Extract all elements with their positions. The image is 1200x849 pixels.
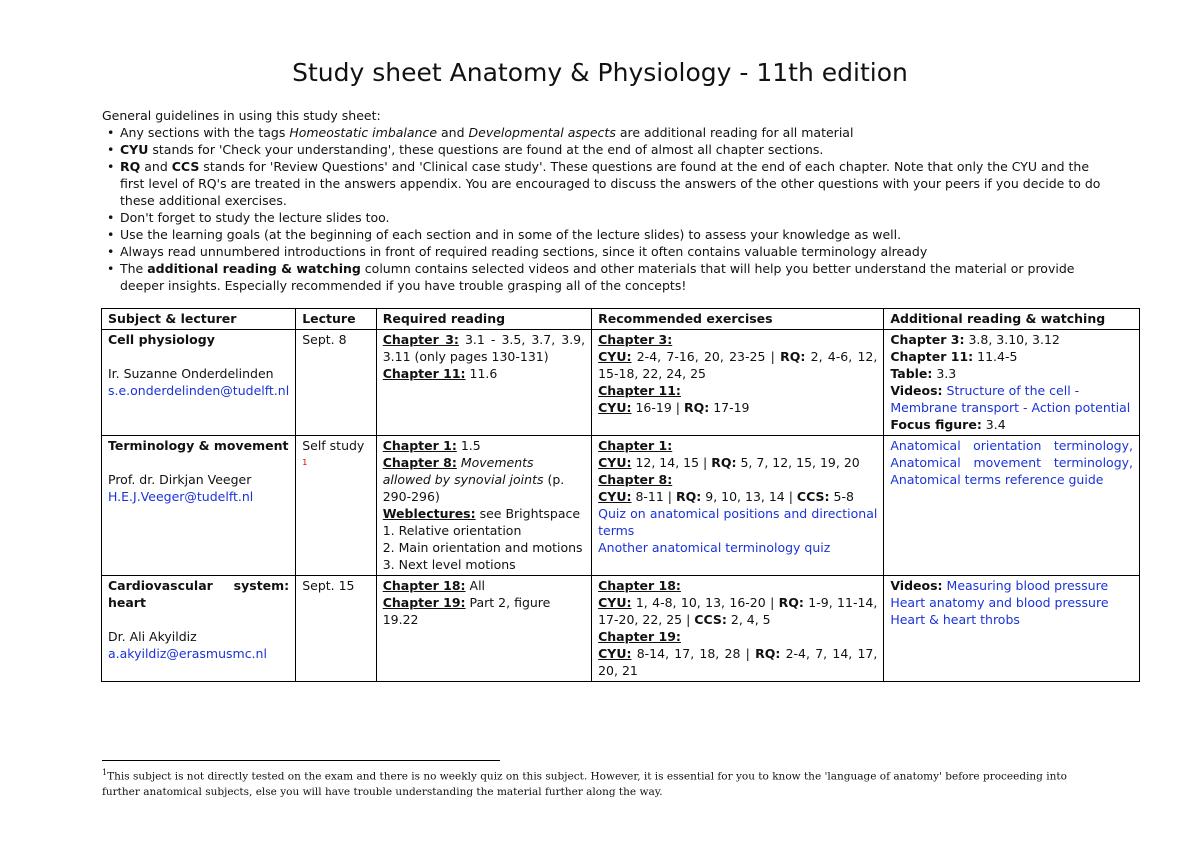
chapter-label: Chapter 3:: [598, 332, 673, 347]
required-cell: [376, 330, 591, 436]
text: 5, 7, 12, 15, 19, 20: [736, 455, 860, 470]
chapter-label: Chapter 11:: [598, 383, 681, 398]
email-link[interactable]: s.e.onderdelinden@tudelft.nl: [108, 383, 290, 398]
chapter-label: Chapter 19:: [382, 595, 466, 610]
footnote-number: 1: [102, 768, 108, 777]
text: 16-19 |: [631, 400, 684, 415]
section-title: Movements allowed by synovial joints: [382, 455, 544, 487]
chapter-label: Chapter 11:: [382, 366, 466, 381]
resource-link[interactable]: Anatomical movement terminology,: [890, 455, 1133, 470]
quiz-link[interactable]: Quiz on anatomical positions and directional terms: [598, 506, 878, 538]
list-item: • Don't forget to study the lecture slides too.: [120, 209, 1102, 226]
subject-cell: [102, 436, 296, 576]
chapter-label: Chapter 19:: [598, 629, 681, 644]
text: and: [140, 159, 172, 174]
weblectures-label: Weblectures:: [382, 506, 476, 521]
page-title: Study sheet Anatomy & Physiology - 11th edition: [292, 58, 908, 87]
subject-cell: [102, 330, 296, 436]
guidelines-list: [102, 124, 1102, 294]
email-link[interactable]: a.akyildiz@erasmusmc.nl: [108, 646, 267, 661]
ccs-label: CCS:: [694, 612, 727, 627]
text: 11.6: [465, 366, 498, 381]
list-item: 3. Next level motions: [382, 557, 516, 572]
cyu-label: CYU:: [598, 489, 632, 504]
lecturer-name: Dr. Ali Akyildiz: [108, 629, 197, 644]
text: 11.4-5: [973, 349, 1018, 364]
footnote-text: This subject is not directly tested on the exam and there is no weekly quiz on this subject. However, it is essential for you to know the 'language of anatomy' before proceeding into further anatomical subjects, else you will have trouble understanding the material further along the way.: [102, 770, 1067, 798]
label: Focus figure:: [890, 417, 982, 432]
text: All: [465, 578, 486, 593]
additional-cell: [884, 330, 1140, 436]
list-item: 1. Relative orientation: [382, 523, 522, 538]
text: (p. 290-296): [382, 472, 565, 504]
subject-name: Cardiovascular system: heart: [108, 578, 290, 610]
chapter-label: Chapter 18:: [382, 578, 466, 593]
video-link[interactable]: Heart & heart throbs: [890, 612, 1020, 627]
text: 3.8, 3.10, 3.12: [964, 332, 1060, 347]
additional-cell: [884, 436, 1140, 576]
term: CYU: [120, 142, 149, 157]
text: 2, 4, 5: [726, 612, 771, 627]
label: Videos:: [890, 383, 943, 398]
list-item: • Always read unnumbered introductions in front of required reading sections, since it often contains valuable terminology already: [120, 243, 1102, 260]
rq-label: RQ:: [711, 455, 737, 470]
lecture-cell: [296, 436, 377, 576]
footnote-divider: [102, 760, 500, 761]
list-item: [120, 158, 1102, 209]
col-header-subject: Subject & lecturer: [102, 309, 296, 330]
text: 9, 10, 13, 14 |: [701, 489, 797, 504]
subject-name: Terminology & movement: [108, 438, 289, 453]
resource-link[interactable]: Anatomical terms reference guide: [890, 472, 1104, 487]
col-header-additional: Additional reading & watching: [884, 309, 1140, 330]
lecturer-name: Prof. dr. Dirkjan Veeger: [108, 472, 252, 487]
exercises-cell: [592, 436, 884, 576]
ccs-label: CCS:: [796, 489, 830, 504]
text: 5-8: [829, 489, 854, 504]
text: 1.5: [456, 438, 481, 453]
chapter-label: Chapter 1:: [382, 438, 457, 453]
list-item: [120, 260, 1102, 294]
lecture-cell: Sept. 15: [296, 576, 377, 682]
table-row: [102, 330, 1140, 436]
required-cell: [376, 576, 591, 682]
label: Table:: [890, 366, 933, 381]
term: additional reading & watching: [147, 261, 361, 276]
tag-text: Homeostatic imbalance: [289, 125, 438, 140]
subject-name: Cell physiology: [108, 332, 215, 347]
term: CCS: [171, 159, 200, 174]
chapter-label: Chapter 8:: [598, 472, 673, 487]
required-cell: [376, 436, 591, 576]
text: 8-11 |: [631, 489, 676, 504]
guidelines: [102, 107, 1102, 294]
label: Videos:: [890, 578, 943, 593]
resource-link[interactable]: Anatomical orientation terminology,: [890, 438, 1133, 453]
text: 3.1 - 3.5, 3.7, 3.9, 3.11 (only pages 130-131): [382, 332, 586, 364]
text: column contains selected videos and other materials that will help you better understand the material or provide deeper insights. Especially recommended if you have trouble grasping all of the concepts!: [120, 261, 1075, 293]
cyu-label: CYU:: [598, 646, 632, 661]
list-item: 2. Main orientation and motions: [382, 540, 583, 555]
footnote: [102, 765, 1102, 800]
email-link[interactable]: H.E.J.Veeger@tudelft.nl: [108, 489, 254, 504]
table-row: [102, 436, 1140, 576]
text: 3.3: [932, 366, 957, 381]
table-row: [102, 576, 1140, 682]
study-table: [101, 308, 1140, 682]
label: Chapter 3:: [890, 332, 965, 347]
chapter-label: Chapter 1:: [598, 438, 673, 453]
tag-text: Developmental aspects: [468, 125, 616, 140]
text: 1, 4-8, 10, 13, 16-20 |: [631, 595, 779, 610]
lecture-cell: Sept. 8: [296, 330, 377, 436]
rq-label: RQ:: [676, 489, 702, 504]
text: 17-19: [709, 400, 750, 415]
text: 3.4: [981, 417, 1006, 432]
quiz-link[interactable]: Another anatomical terminology quiz: [598, 540, 831, 555]
chapter-label: Chapter 3:: [382, 332, 459, 347]
weblecture-list: [383, 522, 585, 573]
rq-label: RQ:: [780, 349, 806, 364]
col-header-required: Required reading: [376, 309, 591, 330]
label: Chapter 11:: [890, 349, 974, 364]
text: Part 2, figure 19.22: [382, 595, 551, 627]
list-item: [120, 124, 1102, 141]
exercises-cell: [592, 330, 884, 436]
additional-cell: [884, 576, 1140, 682]
video-link[interactable]: Measuring blood pressure: [946, 578, 1109, 593]
text: 2-4, 7-16, 20, 23-25 |: [631, 349, 781, 364]
list-item: • Use the learning goals (at the beginning of each section and in some of the lecture slides) to assess your knowledge as well.: [120, 226, 1102, 243]
text: 8-14, 17, 18, 28 |: [631, 646, 756, 661]
video-link[interactable]: Heart anatomy and blood pressure: [890, 595, 1109, 610]
chapter-label: Chapter 18:: [598, 578, 681, 593]
text: stands for 'Review Questions' and 'Clinical case study'. These questions are found at the end of each chapter. Note that only the CYU and the first level of RQ's are treated in the answers appendix. You are encouraged to discuss the answers of the other questions with your peers if you decide to do these additional exercises.: [120, 159, 1101, 208]
text: and: [437, 125, 469, 140]
rq-label: RQ:: [755, 646, 781, 661]
cyu-label: CYU:: [598, 595, 632, 610]
text: The: [120, 261, 148, 276]
rq-label: RQ:: [778, 595, 804, 610]
cyu-label: CYU:: [598, 349, 632, 364]
text: 12, 14, 15 |: [631, 455, 712, 470]
lecturer-name: Ir. Suzanne Onderdelinden: [108, 366, 274, 381]
text: see Brightspace: [475, 506, 581, 521]
rq-label: RQ:: [683, 400, 710, 415]
footnote-marker[interactable]: 1: [302, 458, 308, 467]
subject-cell: [102, 576, 296, 682]
lecture-text: Self study: [302, 438, 365, 453]
text: stands for 'Check your understanding', these questions are found at the end of almost all chapter sections.: [148, 142, 824, 157]
text: 2-4, 7, 14, 17, 20, 21: [598, 646, 878, 678]
text: are additional reading for all material: [615, 125, 854, 140]
table-header-row: [102, 309, 1140, 330]
text: 2, 4-6, 12, 15-18, 22, 24, 25: [598, 349, 878, 381]
list-item: [120, 141, 1102, 158]
video-links[interactable]: Structure of the cell - Membrane transport - Action potential: [890, 383, 1131, 415]
cyu-label: CYU:: [598, 455, 632, 470]
text: Any sections with the tags: [120, 125, 290, 140]
exercises-cell: [592, 576, 884, 682]
guidelines-heading: General guidelines in using this study sheet:: [102, 108, 381, 123]
chapter-label: Chapter 8:: [382, 455, 457, 470]
col-header-lecture: Lecture: [296, 309, 377, 330]
col-header-exercises: Recommended exercises: [592, 309, 884, 330]
term: RQ: [120, 159, 141, 174]
text: 1-9, 11-14, 17-20, 22, 25 |: [598, 595, 878, 627]
cyu-label: CYU:: [598, 400, 632, 415]
